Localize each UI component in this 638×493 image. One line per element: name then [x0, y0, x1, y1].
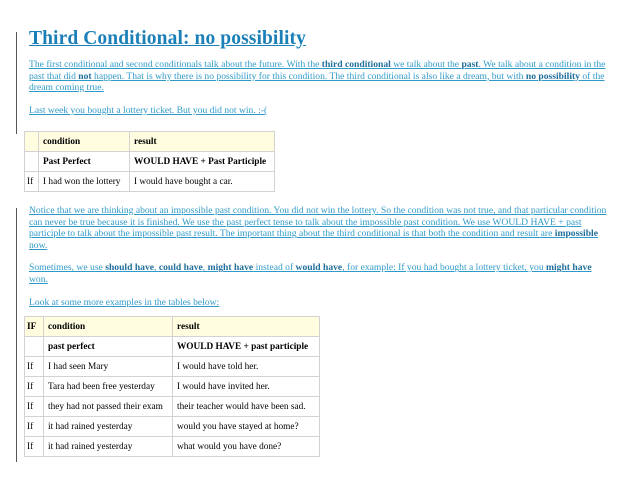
bold-text: might have: [546, 262, 592, 274]
table-subheader-row: [25, 152, 275, 172]
table-cell: would you have stayed at home?: [173, 417, 320, 437]
text: happen. That is why there is no possibility for this condition. The third conditional is also like a dream, but with: [91, 70, 526, 82]
table-cell: WOULD HAVE + past participle: [173, 337, 320, 357]
table-cell: past perfect: [44, 337, 173, 357]
table-cell: condition: [44, 317, 173, 337]
modals-paragraph: [29, 262, 609, 285]
document-page-continued: [29, 205, 609, 308]
table-row: [25, 357, 320, 377]
text: ,: [202, 262, 208, 274]
example-table: [24, 131, 275, 192]
table-header-row: [25, 317, 320, 337]
table-row: [25, 397, 320, 417]
table-cell: I would have told her.: [173, 357, 320, 377]
examples-table: [24, 316, 320, 457]
bold-text: impossible: [554, 228, 598, 240]
page-title: Third Conditional: no possibility: [29, 28, 306, 49]
table-cell: result: [173, 317, 320, 337]
text: of the dream coming true.: [29, 70, 605, 94]
table-row: [25, 417, 320, 437]
text: . We talk about a condition in the past that did: [29, 59, 606, 82]
text: we talk about the: [390, 59, 462, 70]
text: , for example: If you had bought a lottery ticket, you: [342, 262, 547, 274]
table-cell: condition: [39, 132, 130, 152]
table-cell: result: [130, 132, 275, 152]
table-cell: If: [25, 397, 44, 417]
table-cell: I would have bought a car.: [130, 172, 275, 192]
bold-text: would have: [295, 262, 343, 274]
table-cell: If: [25, 172, 39, 192]
table-cell: If: [25, 417, 44, 437]
table-cell: If: [25, 377, 44, 397]
table-cell: [25, 337, 44, 357]
table-cell: their teacher would have been sad.: [173, 397, 320, 417]
bold-text: could have: [158, 262, 203, 274]
lottery-paragraph: Last week you bought a lottery ticket. But you did not win. :-(: [29, 104, 268, 116]
table-cell: Past Perfect: [39, 152, 130, 172]
table-cell: [25, 132, 39, 152]
document-page: [29, 28, 609, 116]
examples-intro-paragraph: Look at some more examples in the tables below:: [29, 296, 220, 308]
table-cell: WOULD HAVE + Past Participle: [130, 152, 275, 172]
bold-text: not: [78, 70, 92, 82]
margin-line: [16, 32, 17, 134]
table-cell: it had rained yesterday: [44, 437, 173, 457]
table-cell: [25, 152, 39, 172]
table-cell: what would you have done?: [173, 437, 320, 457]
table-cell: IF: [25, 317, 44, 337]
table-row: [25, 377, 320, 397]
table-cell: I had won the lottery: [39, 172, 130, 192]
text: ,: [154, 262, 159, 274]
table-row: [25, 437, 320, 457]
notice-paragraph: [29, 205, 609, 251]
text: won.: [29, 273, 48, 285]
text: The first conditional and second conditionals talk about the future. With the: [29, 59, 322, 70]
table-cell: Tara had been free yesterday: [44, 377, 173, 397]
intro-paragraph: [29, 59, 609, 94]
text: Sometimes, we use: [29, 262, 106, 274]
bold-text: third conditional: [321, 59, 391, 70]
table-row: [25, 172, 275, 192]
table-cell: they had not passed their exam: [44, 397, 173, 417]
bold-text: no possibility: [525, 70, 580, 82]
text: Notice that we are thinking about an impossible past condition. You did not win the lottery. So the condition was not true, and that particular condition can never be true because it is finished. We use the past perfect tense to talk about the impossible past condition. We use WOULD HAVE + past participle to talk about the impossible past result. The important thing about the third conditional is that both the condition and result are: [29, 205, 607, 240]
margin-line: [16, 208, 17, 462]
table-cell: I would have invited her.: [173, 377, 320, 397]
bold-text: might have: [207, 262, 254, 274]
table-cell: If: [25, 437, 44, 457]
bold-text: should have: [105, 262, 155, 274]
bold-text: past: [461, 59, 479, 70]
text: instead of: [253, 262, 296, 274]
table-header-row: [25, 132, 275, 152]
table-subheader-row: [25, 337, 320, 357]
text: now.: [29, 239, 48, 251]
table-cell: If: [25, 357, 44, 377]
table-cell: I had seen Mary: [44, 357, 173, 377]
table-cell: it had rained yesterday: [44, 417, 173, 437]
